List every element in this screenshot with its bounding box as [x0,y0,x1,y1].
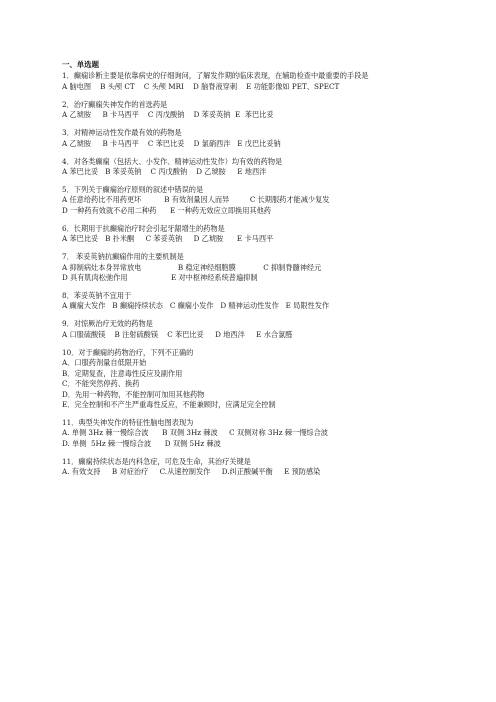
question-item [62,157,442,178]
question-option-line: A 癫痫大发作 B 癫痫持续状态 C 癫痫小发作 D 精神运动性发作 E 局限性发作 [62,301,330,311]
question-item [62,71,442,92]
question-option-line: D 具有肌肉松弛作用 E 对中枢神经系统普遍抑制 [62,273,258,283]
question-stem: 2．治疗癫痫失神发作的首选药是 [62,99,168,109]
question-stem: 1．癫痫诊断主要是依靠病史的仔细询问，了解发作期的临床表现，在辅助检查中最重要的手段是 [62,71,369,81]
question-stem: 10．对于癫痫的药物治疗，下列不正确的 [62,347,194,357]
question-option-line: A 乙琥胺 B 卡马西平 C 苯巴比妥 D 氯硝西泮 E 戊巴比妥钠 [62,138,281,148]
question-item [62,291,442,312]
question-item [62,319,442,340]
question-option-line: D．先用一种药物，不能控制可加用其他药物 [62,389,205,399]
question-stem: 8．苯妥英钠不宜用于 [62,291,132,301]
question-option-line: A 任意给药比不用药更坏 B 有效剂量因人而异 C 长期服药才能减少复发 [62,195,330,205]
question-option-line: A 苯巴比妥 B 苯妥英钠 C 丙戊酸钠 D 乙琥胺 E 地西泮 [62,167,267,177]
question-item [62,418,442,449]
section-title: 一、单选题 [62,60,99,69]
document-page [62,60,442,485]
question-item [62,252,442,283]
question-option-line: A 苯巴比妥 B 扑米酮 C 苯妥英钠 D 乙琥胺 E 卡马西平 [62,234,274,244]
question-stem: 5．下列关于癫痫治疗原则的叙述中错误的是 [62,185,204,195]
question-option-line: A 乙琥胺 B 卡马西平 C 丙戊酸钠 D 苯妥英钠 E 苯巴比妥 [62,110,274,120]
question-stem: 9．对惊厥治疗无效的药物是 [62,319,153,329]
question-option-line: C．不能突然停药、换药 [62,379,140,389]
question-item [62,128,442,149]
question-stem: 3．对精神运动性发作最有效的药物是 [62,128,182,138]
question-item [62,185,442,216]
question-stem: 11．典型失神发作的特征性脑电图表现为 [62,417,194,427]
question-stem: 11．癫痫持续状态是内科急症，可危及生命，其治疗关键是 [62,456,251,466]
question-option-line: A. 有效支持 B 对症治疗 C.从速控制发作 D.纠正酸碱平衡 E 预防感染 [62,467,321,477]
question-option-line: B．定期复查，注意毒性反应及副作用 [62,368,183,378]
question-item [62,100,442,121]
question-item [62,457,442,478]
question-option-line: A．口服药剂量自低限开始 [62,358,147,368]
question-item [62,348,442,410]
question-option-line: D 一种药有效就不必用二种药 E 一种药无效应立即换用其他药 [62,205,271,215]
question-option-line: A 脑电图 B 头颅 CT C 头颅 MRI D 脑脊液穿刺 E 功能影像如 PET、SPECT [62,81,340,91]
question-option-line: E．完全控制和不产生严重毒性反应，不能兼顾时，应满足完全控制 [62,399,276,409]
question-option-line: A. 单侧 3Hz 棘一慢综合波 B 双侧 3Hz 棘波 C 双侧对称 3Hz 棘一慢综合波 [62,428,328,438]
question-option-line: D. 单侧 5Hz 棘一慢综合波 D 双侧 5Hz 棘波 [62,438,221,448]
question-stem: 4．对各类癫痫（包括大、小发作、精神运动性发作）均有效的药物是 [62,156,283,166]
question-option-line: A 抑制病灶本身异常放电 B 稳定神经细胞膜 C 抑制脊髓神经元 [62,262,322,272]
question-stem: 6．长期用于抗癫痫治疗时会引起牙龈增生的药物是 [62,223,225,233]
question-option-line: A 口服硫酸镁 B 注射硫酸镁 C 苯巴比妥 D 地西泮 E 水合氯醛 [62,329,293,339]
question-list [62,71,442,477]
question-item [62,224,442,245]
question-stem: 7． 苯妥英钠抗癫痫作用的主要机制是 [62,252,184,262]
